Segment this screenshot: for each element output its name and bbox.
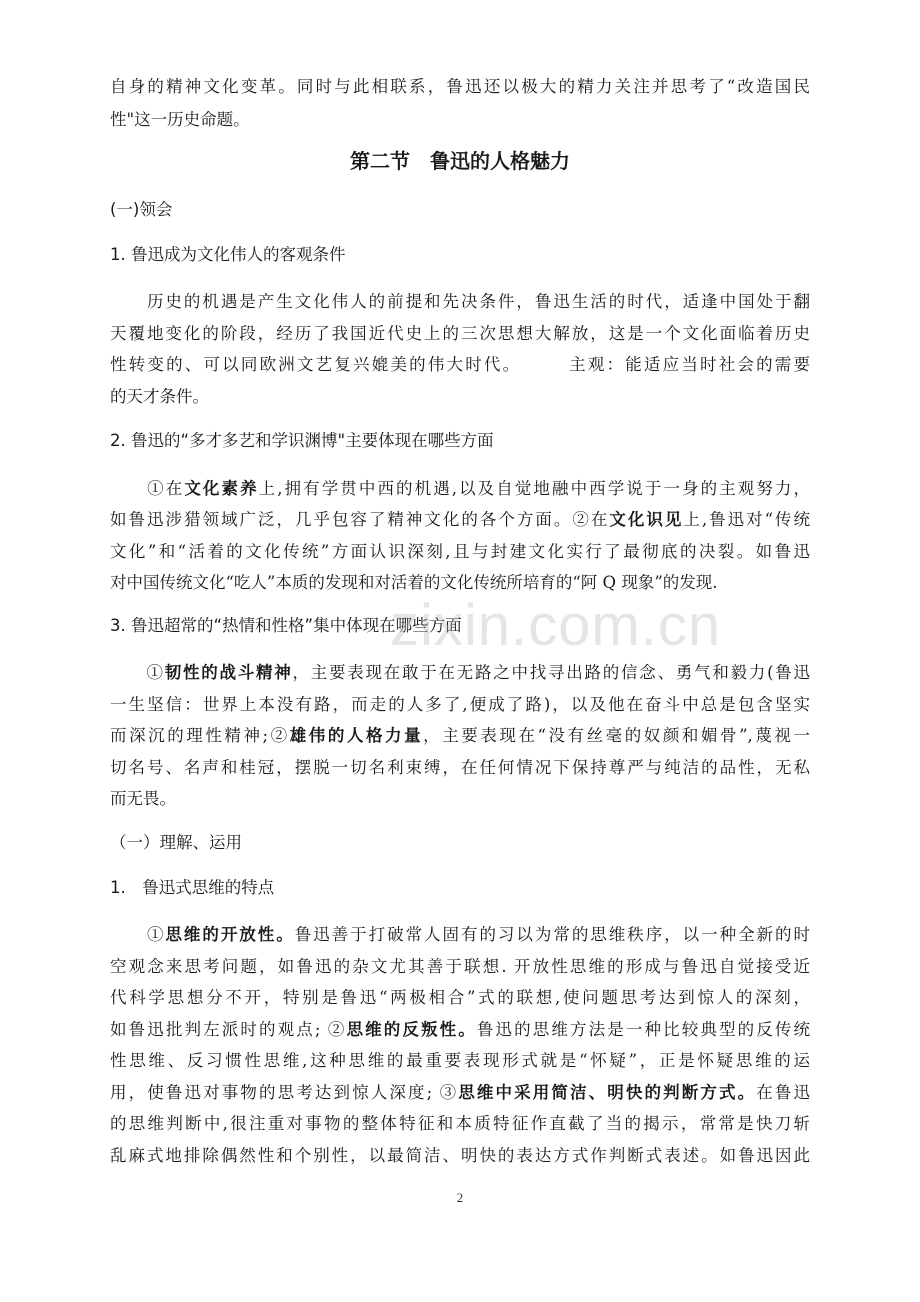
q1-heading: 1. 鲁迅成为文化伟人的客观条件 [110,245,346,264]
q4-heading: 1. 鲁迅式思维的特点 [110,878,275,897]
q4-line-4: 如鲁迅批判左派时的观点; ②思维的反叛性。鲁迅的思维方法是一种比较典型的反传统 [110,1020,810,1039]
page-number: 2 [456,1190,464,1205]
q3-line-4: 切名号、名声和桂冠，摆脱一切名利束缚，在任何情况下保持尊严与纯洁的品性，无私 [110,758,810,777]
intro-line-2: 性"这一历史命题。 [110,110,250,129]
q4-line-7: 的思维判断中,很注重对事物的整体特征和本质特征作直截了当的揭示，常常是快刀斩 [110,1114,810,1133]
q2-line-4: 对中国传统文化“吃人”本质的发现和对活着的文化传统所培育的“阿 Q 现象”的发现. [110,573,718,592]
q1-line-2: 天覆地变化的阶段，经历了我国近代史上的三次思想大解放，这是一个文化面临着历史 [110,324,810,343]
watermark: zixin.com.cn [390,593,722,658]
q1-line-1: 历史的机遇是产生文化伟人的前提和先决条件，鲁迅生活的时代，适逢中国处于翻 [110,292,810,311]
part2-heading: （一）理解、运用 [110,833,242,852]
q4-line-3: 代科学思想分不开，特别是鲁迅“两极相合”式的联想,使问题思考达到惊人的深刻， [110,988,810,1007]
q2-line-2: 如鲁迅涉猎领域广泛，几乎包容了精神文化的各个方面。②在文化识见上,鲁迅对“传统 [110,510,810,529]
q1-line-4: 的天才条件。 [110,387,209,406]
q3-line-5: 而无畏。 [110,789,176,808]
q3-line-1: ①韧性的战斗精神，主要表现在敢于在无路之中找寻出路的信念、勇气和毅力(鲁迅 [110,663,810,682]
q4-line-8: 乱麻式地排除偶然性和个别性，以最简洁、明快的表达方式作判断式表述。如鲁迅因此 [110,1146,810,1165]
q4-line-1: ①思维的开放性。鲁迅善于打破常人固有的习以为常的思维秩序，以一种全新的时 [110,925,810,944]
q2-line-3: 文化”和“活着的文化传统”方面认识深刻,且与封建文化实行了最彻底的决裂。如鲁迅 [110,542,810,561]
q3-heading: 3. 鲁迅超常的“热情和性格”集中体现在哪些方面 [110,616,462,635]
q2-line-1: ①在文化素养上,拥有学贯中西的机遇,以及自觉地融中西学说于一身的主观努力， [110,479,810,498]
part1-heading: (一)领会 [110,200,173,219]
q4-line-2: 空观念来思考问题，如鲁迅的杂文尤其善于联想. 开放性思维的形成与鲁迅自觉接受近 [110,957,810,976]
q4-line-6: 用，使鲁迅对事物的思考达到惊人深度; ③思维中采用简洁、明快的判断方式。在鲁迅 [110,1083,810,1102]
q3-line-3: 而深沉的理性精神;②雄伟的人格力量，主要表现在“没有丝毫的奴颜和媚骨”,蔑视一 [110,726,810,745]
q1-line-3: 性转变的、可以同欧洲文艺复兴媲美的伟大时代。 主观：能适应当时社会的需要 [110,355,810,374]
q4-line-5: 性思维、反习惯性思维,这种思维的最重要表现形式就是“怀疑”，正是怀疑思维的运 [110,1051,810,1070]
q2-heading: 2. 鲁迅的“多才多艺和学识渊博"主要体现在哪些方面 [110,431,494,450]
q3-line-2: 一生坚信：世界上本没有路，而走的人多了,便成了路)，以及他在奋斗中总是包含坚实 [110,695,810,714]
intro-line-1: 自身的精神文化变革。同时与此相联系，鲁迅还以极大的精力关注并思考了“改造国民 [110,77,810,96]
section-title: 第二节 鲁迅的人格魅力 [350,149,570,173]
